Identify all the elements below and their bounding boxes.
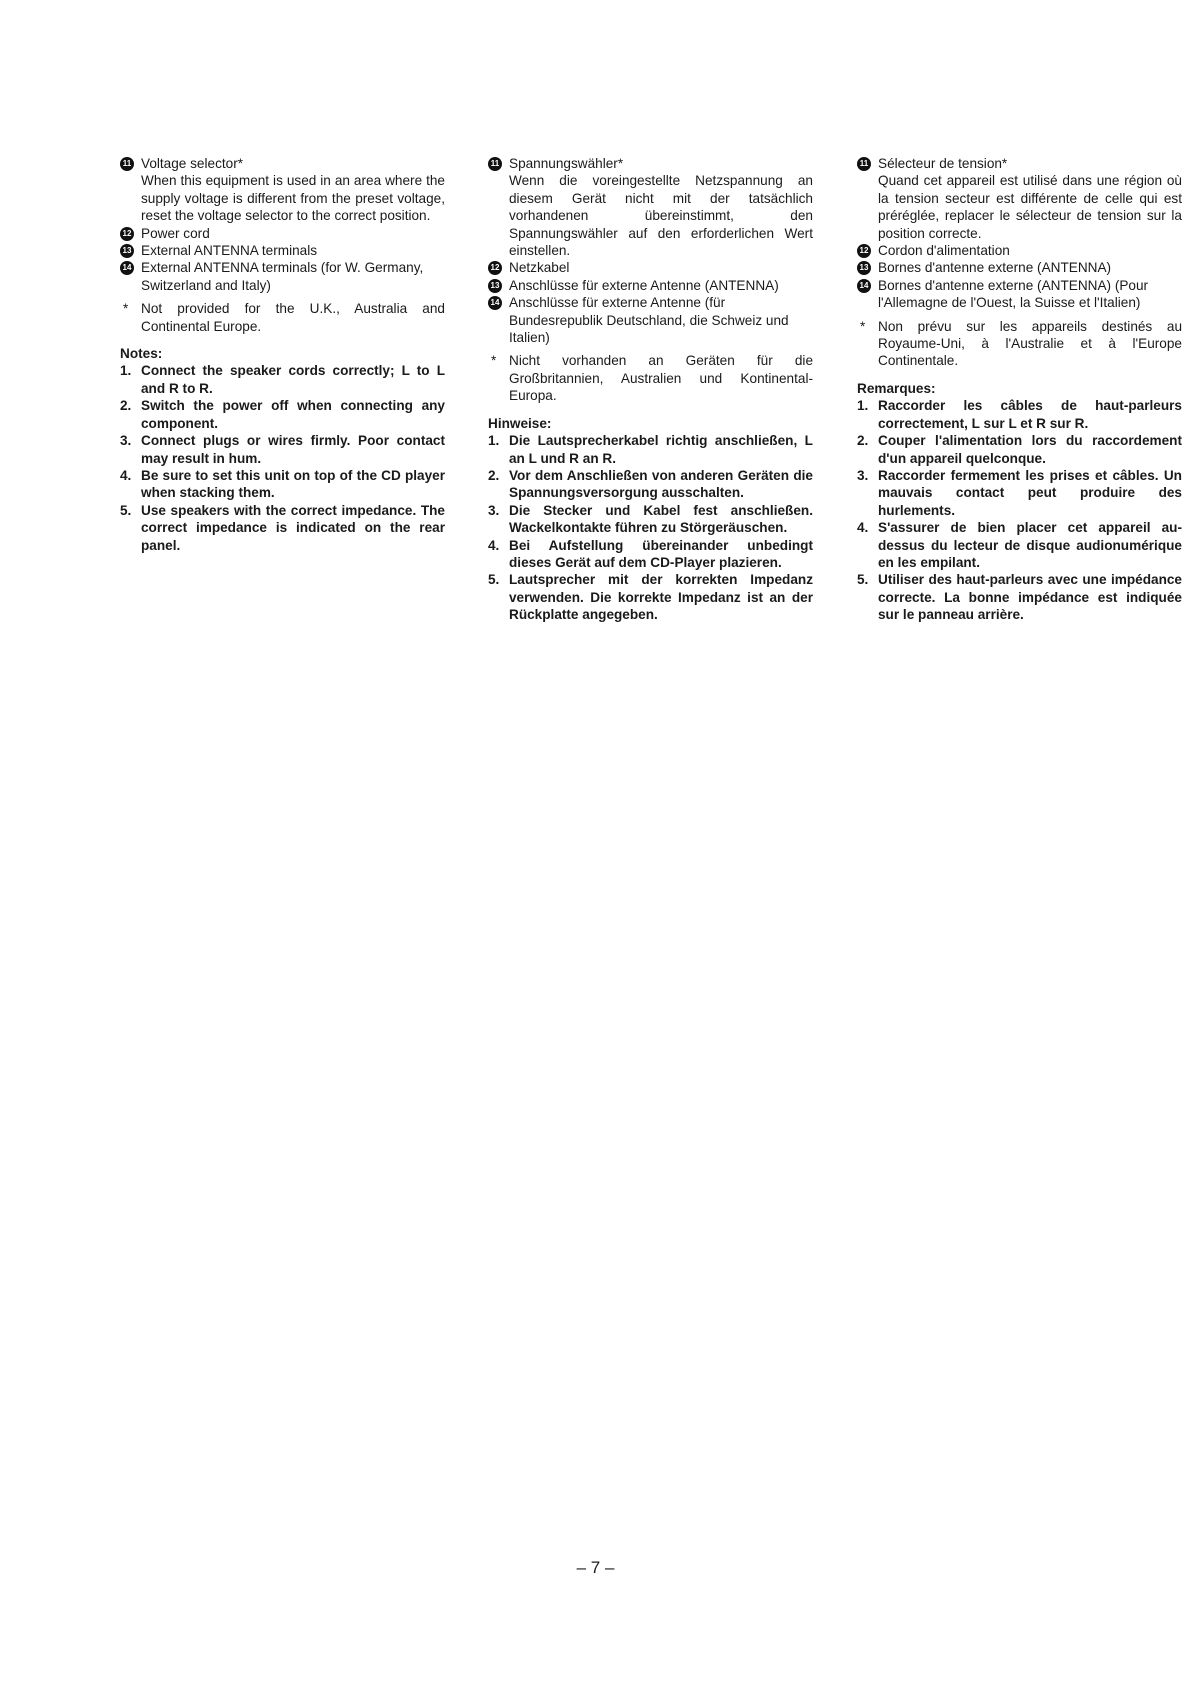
column-german [488,155,813,624]
item-description: Wenn die voreingestellte Netzspannung an diesem Gerät nicht mit der tatsächlich vorhandenen übereinstimmt, den Spannungswähler auf den erforderlichen Wert einstellen. [509,173,813,259]
note-text: Raccorder fermement les prises et câbles. Un mauvais contact peut produire des hurlements. [878,467,1182,518]
note-text: Be sure to set this unit on top of the CD player when stacking them. [141,467,445,501]
item-description: When this equipment is used in an area where the supply voltage is different from the preset voltage, reset the voltage selector to the correct position. [141,173,445,224]
footnote-text: Nicht vorhanden an Geräten für die Großbritannien, Australien und Kontinental-Europa. [509,353,813,404]
number-badge-13: 13 [120,244,134,258]
footnote [488,352,813,404]
note-text: Bei Aufstellung übereinander unbedingt dieses Gerät auf dem CD-Player plazieren. [509,537,813,570]
number-badge-12: 12 [120,227,134,241]
number-badge-11: 11 [488,157,502,171]
footnote-asterisk: * [491,353,497,369]
note-item [488,537,813,572]
note-number: 5. [488,572,500,588]
footnote-asterisk: * [860,318,866,334]
note-item [857,467,1182,519]
note-item [120,467,445,502]
item-antenna-terminals-regional [120,259,445,294]
column-english [120,155,445,554]
item-voltage-selector [488,155,813,259]
item-power-cord [120,225,445,242]
footnote [120,300,445,335]
note-item [120,397,445,432]
note-number: 2. [857,433,869,449]
page-number: – 7 – [576,1558,615,1577]
note-text: Couper l'alimentation lors du raccordement d'un appareil quelconque. [878,433,1182,466]
note-text: Die Lautsprecherkabel richtig anschließen, L an L und R an R. [509,433,813,466]
item-antenna-terminals-regional [488,294,813,346]
note-number: 3. [857,467,869,483]
item-antenna-terminals-regional [857,277,1182,312]
number-badge-12: 12 [488,261,502,275]
note-number: 5. [857,572,869,588]
note-number: 5. [120,502,132,518]
item-title: Power cord [141,225,210,241]
item-title: Cordon d'alimentation [878,243,1010,259]
note-text: Die Stecker und Kabel fest anschließen. Wackelkontakte führen zu Störgeräuschen. [509,502,813,536]
column-french [857,155,1182,624]
item-power-cord [857,242,1182,259]
notes-list [488,432,813,623]
footnote [857,318,1182,370]
item-antenna-terminals [857,259,1182,276]
note-number: 4. [120,467,132,483]
note-text: Lautsprecher mit der korrekten Impedanz verwenden. Die korrekte Impedanz ist an der Rückplatte angegeben. [509,572,813,623]
item-title: Netzkabel [509,260,570,276]
item-title: External ANTENNA terminals [141,243,318,259]
item-antenna-terminals [120,242,445,259]
note-text: Connect plugs or wires firmly. Poor contact may result in hum. [141,433,445,466]
notes-heading: Hinweise: [488,415,552,431]
number-badge-13: 13 [857,261,871,275]
note-number: 1. [120,363,132,379]
note-item [488,432,813,467]
note-item [120,432,445,467]
number-badge-14: 14 [488,296,502,310]
note-text: Vor dem Anschließen von anderen Geräten die Spannungsversorgung ausschalten. [509,467,813,501]
note-item [488,571,813,623]
item-voltage-selector [120,155,445,225]
item-power-cord [488,259,813,276]
note-item [488,502,813,537]
note-number: 3. [120,433,132,449]
item-title: Spannungswähler* [509,156,624,171]
note-number: 4. [488,537,500,553]
notes-heading: Remarques: [857,380,936,396]
note-item [120,362,445,397]
note-number: 1. [488,433,500,449]
note-item [857,397,1182,432]
item-description: Quand cet appareil est utilisé dans une région où la tension secteur est différente de celle qui est préréglée, replacer le sélecteur de tension sur la position correcte. [878,173,1182,241]
note-text: Connect the speaker cords correctly; L to L and R to R. [141,363,445,396]
footnote-asterisk: * [123,301,129,317]
note-item [488,467,813,502]
number-badge-11: 11 [857,157,871,171]
item-title: Voltage selector* [141,156,244,171]
item-title: Anschlüsse für externe Antenne (für Bundesrepublik Deutschland, die Schweiz und Italien) [509,295,789,346]
note-number: 2. [488,467,500,483]
notes-list [120,362,445,553]
note-number: 3. [488,502,500,518]
note-text: Use speakers with the correct impedance. The correct impedance is indicated on the rear panel. [141,502,445,553]
footnote-text: Non prévu sur les appareils destinés au Royaume-Uni, à l'Australie et à l'Europe Continentale. [878,318,1182,369]
footnote-text: Not provided for the U.K., Australia and Continental Europe. [141,301,445,334]
number-badge-14: 14 [857,279,871,293]
note-text: Utiliser des haut-parleurs avec une impédance correcte. La bonne impédance est indiquée sur le panneau arrière. [878,572,1182,623]
note-number: 2. [120,398,132,414]
note-text: Raccorder les câbles de haut-parleurs correctement, L sur L et R sur R. [878,398,1182,431]
item-title: External ANTENNA terminals (for W. Germany, Switzerland and Italy) [141,260,424,293]
item-title: Bornes d'antenne externe (ANTENNA) (Pour l'Allemagne de l'Ouest, la Suisse et l'Italien) [878,277,1149,311]
number-badge-13: 13 [488,279,502,293]
note-number: 4. [857,520,869,536]
notes-list [857,397,1182,623]
note-item [120,502,445,554]
note-number: 1. [857,398,869,414]
number-badge-11: 11 [120,157,134,171]
number-badge-14: 14 [120,261,134,275]
note-item [857,519,1182,571]
note-item [857,571,1182,623]
item-antenna-terminals [488,277,813,294]
item-title: Anschlüsse für externe Antenne (ANTENNA) [509,277,779,293]
item-voltage-selector [857,155,1182,242]
note-item [857,432,1182,467]
item-title: Bornes d'antenne externe (ANTENNA) [878,260,1112,276]
number-badge-12: 12 [857,244,871,258]
item-title: Sélecteur de tension* [878,156,1008,171]
note-text: S'assurer de bien placer cet appareil au-dessus du lecteur de disque audionumérique en les empilant. [878,520,1182,570]
notes-heading: Notes: [120,346,163,362]
note-text: Switch the power off when connecting any component. [141,398,445,431]
